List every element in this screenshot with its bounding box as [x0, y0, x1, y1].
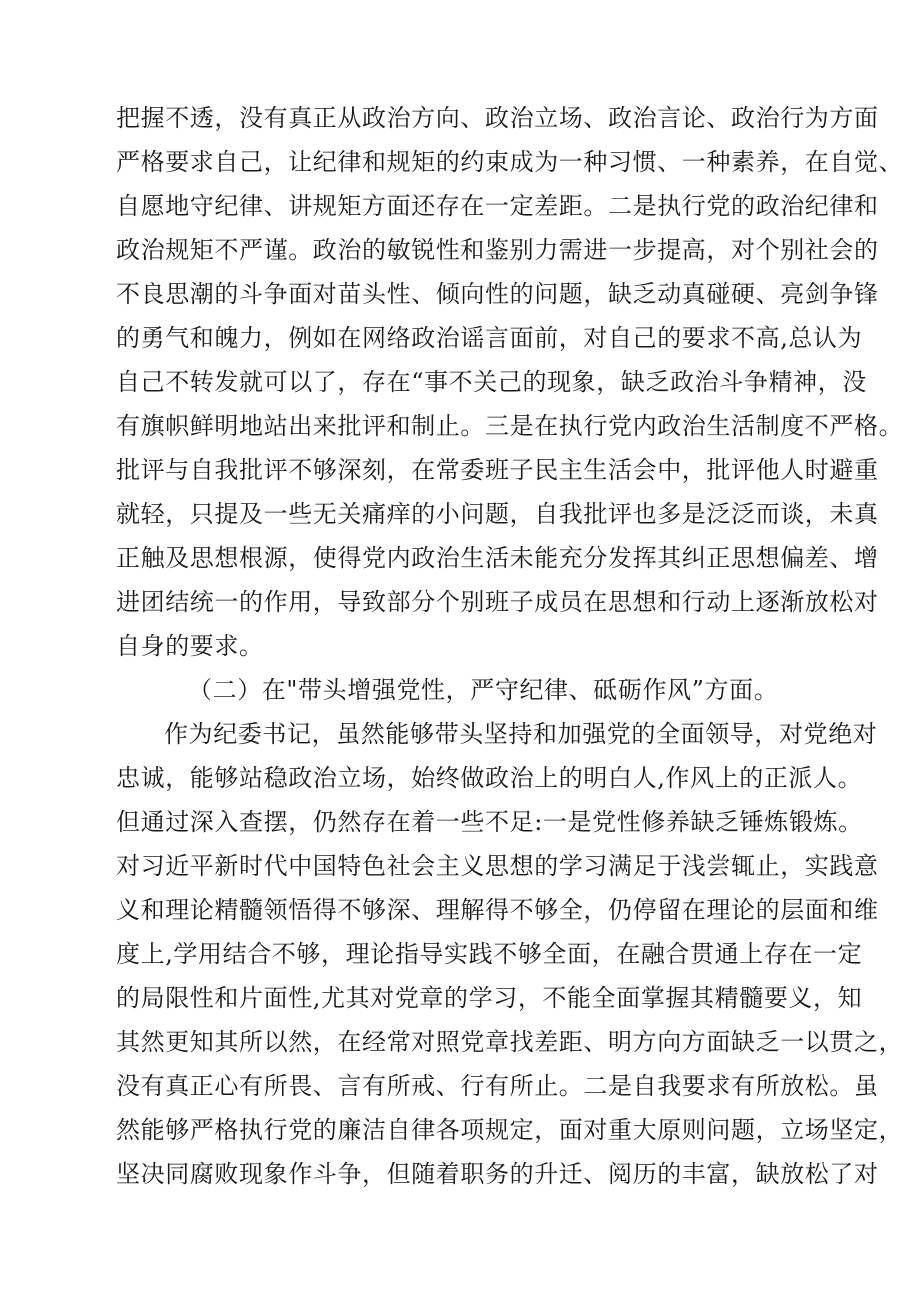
section-heading: （二）在"带头增强党性，严守纪律、砥砺作风”方面。: [188, 676, 779, 704]
paragraph-line: 就轻，只提及一些无关痛痒的小问题，自我批评也多是泛泛而谈，未真: [116, 500, 879, 528]
document-body: [116, 96, 904, 1196]
paragraph-1: [116, 96, 904, 668]
paragraph-line: 的勇气和魄力，例如在网络政治谣言面前，对自己的要求不高,总认为: [116, 324, 863, 352]
paragraph-line: 忠诚，能够站稳政治立场，始终做政治上的明白人,作风上的正派人。: [116, 764, 863, 792]
paragraph-line: 作为纪委书记，虽然能够带头坚持和加强党的全面领导，对党绝对: [164, 720, 878, 748]
paragraph-line: 坚决同腐败现象作斗争，但随着职务的升迁、阅历的丰富，缺放松了对: [116, 1160, 879, 1188]
paragraph-line: 严格要求自己，让纪律和规矩的约束成为一种习惯、一种素养，在自觉、: [116, 148, 904, 176]
paragraph-2: [116, 712, 904, 1196]
paragraph-line: 但通过深入查摆，仍然存在着一些不足:一是党性修养缺乏锤炼锻炼。: [116, 808, 863, 836]
paragraph-line: 然能够严格执行党的廉洁自律各项规定，面对重大原则问题，立场坚定，: [116, 1116, 904, 1144]
paragraph-line: 不良思潮的斗争面对苗头性、倾向性的问题，缺乏动真碰硬、亮剑争锋: [116, 280, 879, 308]
paragraph-line: 对习近平新时代中国特色社会主义思想的学习满足于浅尝辄止，实践意: [116, 852, 879, 880]
paragraph-line: 的局限性和片面性,尤其对党章的学习，不能全面掌握其精髓要义，知: [116, 984, 863, 1012]
paragraph-line: 把握不透，没有真正从政治方向、政治立场、政治言论、政治行为方面: [116, 104, 879, 132]
paragraph-line: 自身的要求。: [116, 632, 264, 660]
paragraph-line: 有旗帜鲜明地站出来批评和制止。三是在执行党内政治生活制度不严格。: [116, 412, 904, 440]
paragraph-line: 自己不转发就可以了，存在“事不关己的现象，缺乏政治斗争精神，没: [116, 368, 867, 396]
paragraph-line: 义和理论精髓领悟得不够深、理解得不够全，仍停留在理论的层面和维: [116, 896, 879, 924]
paragraph-line: 正触及思想根源，使得党内政治生活未能充分发挥其纠正思想偏差、增: [116, 544, 879, 572]
paragraph-line: 其然更知其所以然，在经常对照党章找差距、明方向方面缺乏一以贯之，: [116, 1028, 904, 1056]
paragraph-line: 政治规矩不严谨。政治的敏锐性和鉴别力需进一步提高，对个别社会的: [116, 236, 879, 264]
paragraph-line: 度上,学用结合不够，理论指导实践不够全面，在融合贯通上存在一定: [116, 940, 863, 968]
paragraph-line: 进团结统一的作用，导致部分个别班子成员在思想和行动上逐渐放松对: [116, 588, 879, 616]
paragraph-line: 自愿地守纪律、讲规矩方面还存在一定差距。二是执行党的政治纪律和: [116, 192, 879, 220]
paragraph-line: 没有真正心有所畏、言有所戒、行有所止。二是自我要求有所放松。虽: [116, 1072, 879, 1100]
paragraph-line: 批评与自我批评不够深刻，在常委班子民主生活会中，批评他人时避重: [116, 456, 879, 484]
